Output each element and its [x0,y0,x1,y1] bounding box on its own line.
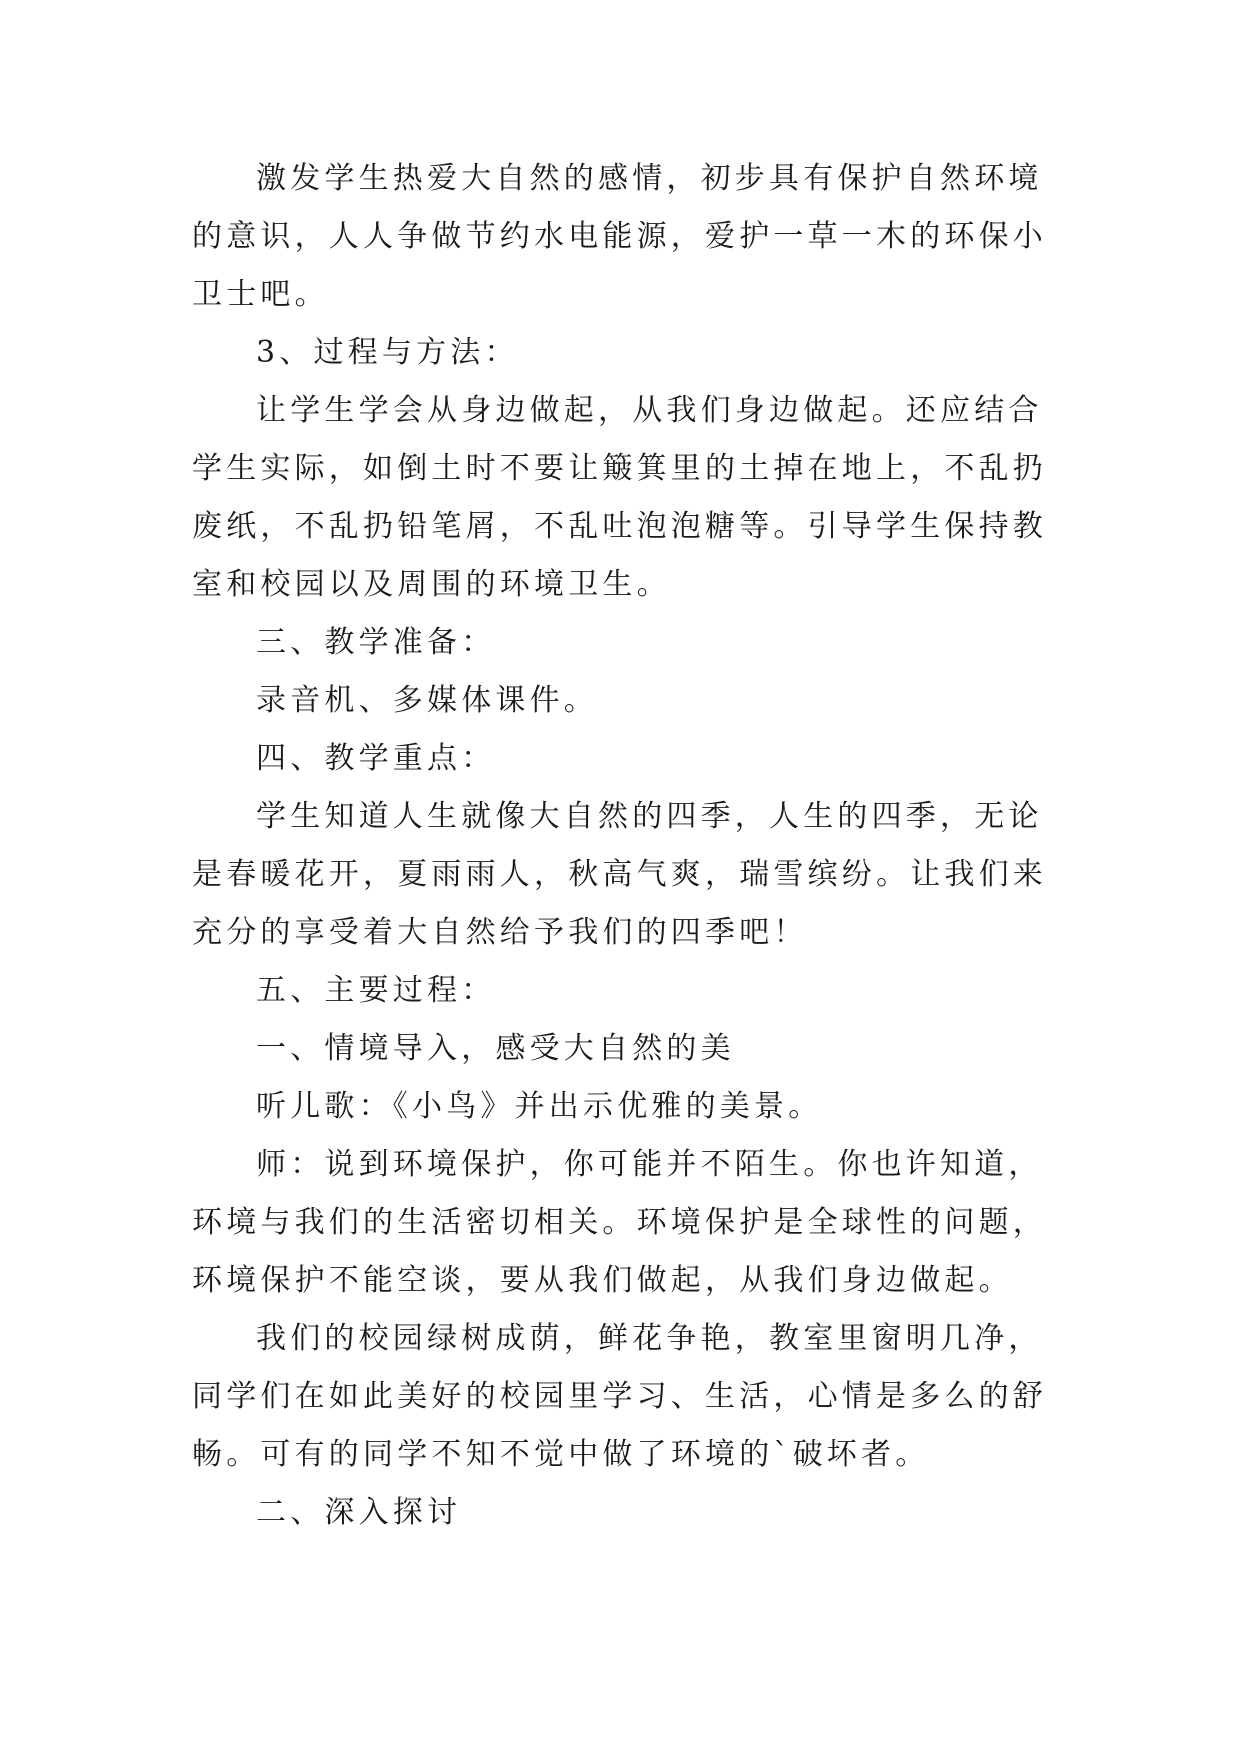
heading-deep-discussion: 二、深入探讨 [256,1495,462,1530]
paragraph-environment-awareness: 激发学生热爱大自然的感情，初步具有保护自然环境的意识，人人争做节约水电能源，爱护一草一木的环保小卫士吧。 [192,161,1047,312]
paragraph-listen-song: 听儿歌：《小鸟》并出示优雅的美景。 [256,1089,823,1124]
paragraph-four-seasons: 学生知道人生就像大自然的四季，人生的四季，无论是春暖花开，夏雨雨人，秋高气爽，瑞雪缤纷。让我们来充分的享受着大自然给予我们的四季吧！ [192,799,1047,950]
heading-process-and-method: 3、过程与方法： [256,335,519,370]
heading-teaching-focus: 四、教学重点： [256,741,496,776]
paragraph-preparation-items: 录音机、多媒体课件。 [256,683,598,718]
paragraph-campus: 我们的校园绿树成荫，鲜花争艳，教室里窗明几净，同学们在如此美好的校园里学习、生活，心情是多么的舒畅。可有的同学不知不觉中做了环境的`破坏者。 [192,1321,1047,1472]
heading-scenario-intro: 一、情境导入，感受大自然的美 [256,1031,735,1066]
paragraph-start-from-self: 让学生学会从身边做起，从我们身边做起。还应结合学生实际，如倒土时不要让簸箕里的土掉在地上，不乱扔废纸，不乱扔铅笔屑，不乱吐泡泡糖等。引导学生保持教室和校园以及周围的环境卫生。 [192,393,1047,602]
heading-main-process: 五、主要过程： [256,973,496,1008]
paragraph-teacher-intro: 师：说到环境保护，你可能并不陌生。你也许知道，环境与我们的生活密切相关。环境保护是全球性的问题，环境保护不能空谈，要从我们做起，从我们身边做起。 [192,1147,1047,1298]
document-body [192,150,1072,1542]
heading-teaching-preparation: 三、教学准备： [256,625,496,660]
